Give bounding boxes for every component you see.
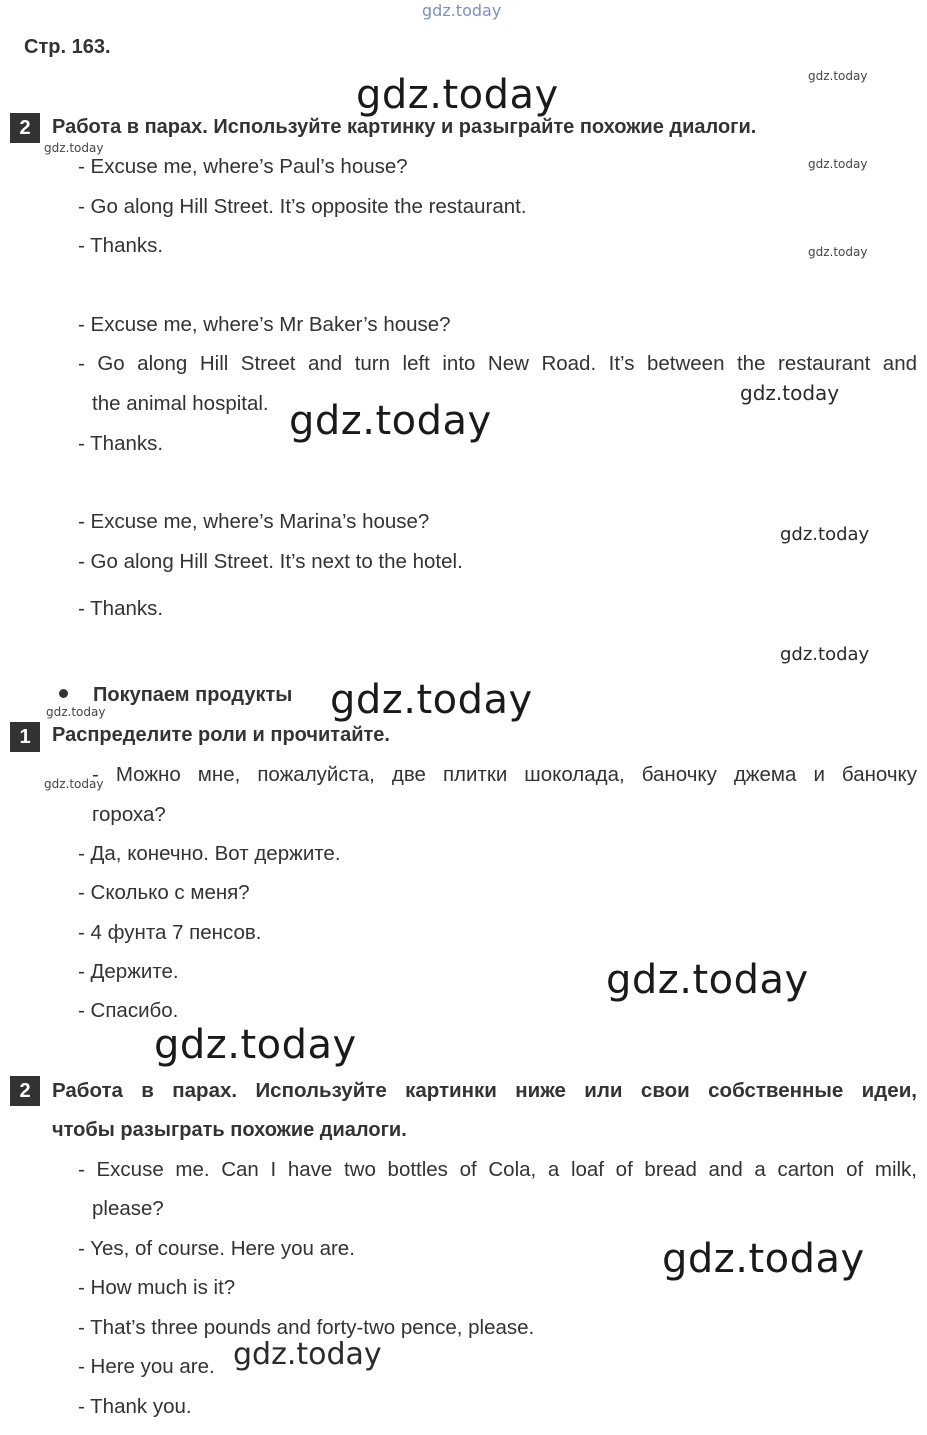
watermark: gdz.today — [606, 957, 809, 1003]
task-instruction: Работа в парах. Используйте картинку и разыграйте похожие диалоги. — [52, 116, 757, 138]
dialogue-line: please? — [92, 1197, 164, 1220]
watermark: gdz.today — [233, 1337, 382, 1372]
watermark: gdz.today — [808, 157, 868, 171]
dialogue-line: - Excuse me, where’s Mr Baker’s house? — [78, 313, 451, 336]
watermark: gdz.today — [154, 1022, 357, 1068]
dialogue-line: the animal hospital. — [92, 392, 269, 415]
dialogue-line: - Go along Hill Street. It’s next to the hotel. — [78, 550, 463, 573]
dialogue-line: - Thanks. — [78, 234, 164, 257]
dialogue-line: - Спасибо. — [78, 999, 179, 1022]
dialogue-line: - Yes, of course. Here you are. — [78, 1237, 355, 1260]
dialogue-line: - Excuse me, where’s Marina’s house? — [78, 510, 430, 533]
task-instruction: чтобы разыграть похожие диалоги. — [52, 1119, 407, 1141]
watermark: gdz.today — [356, 72, 559, 118]
watermark: gdz.today — [330, 677, 533, 723]
dialogue-line: - Держите. — [78, 960, 179, 983]
bullet-icon — [59, 689, 68, 698]
exercise-number-badge: 1 — [10, 722, 40, 752]
watermark: gdz.today — [44, 141, 104, 155]
dialogue-line: - Excuse me, where’s Paul’s house? — [78, 155, 408, 178]
exercise-number-badge: 2 — [10, 113, 40, 143]
dialogue-line: - Сколько с меня? — [78, 881, 250, 904]
watermark: gdz.today — [780, 524, 870, 545]
dialogue-line: - Thanks. — [78, 597, 164, 620]
watermark: gdz.today — [780, 644, 870, 665]
dialogue-line: - 4 фунта 7 пенсов. — [78, 921, 262, 944]
dialogue-line: - Можно мне, пожалуйста, две плитки шоколада, баночку джема и баночку — [92, 763, 917, 786]
dialogue-line: - How much is it? — [78, 1276, 236, 1299]
dialogue-line: - Go along Hill Street and turn left into New Road. It’s between the restaurant and — [78, 352, 917, 375]
watermark: gdz.today — [808, 69, 868, 83]
exercise-number-badge: 2 — [10, 1076, 40, 1106]
dialogue-line: - That’s three pounds and forty-two pence, please. — [78, 1316, 535, 1339]
watermark: gdz.today — [46, 705, 106, 719]
dialogue-line: - Да, конечно. Вот держите. — [78, 842, 341, 865]
watermark: gdz.today — [740, 381, 840, 405]
section-heading: Покупаем продукты — [93, 684, 293, 706]
page-number: Стр. 163. — [24, 36, 111, 58]
dialogue-line: - Excuse me. Can I have two bottles of Cola, a loaf of bread and a carton of milk, — [78, 1158, 917, 1181]
task-instruction: Работа в парах. Используйте картинки ниже или свои собственные идеи, — [52, 1079, 917, 1102]
watermark-top: gdz.today — [422, 1, 502, 20]
task-instruction: Распределите роли и прочитайте. — [52, 724, 390, 746]
dialogue-line: - Thank you. — [78, 1395, 192, 1418]
watermark: gdz.today — [662, 1236, 865, 1282]
dialogue-line: - Here you are. — [78, 1355, 215, 1378]
watermark: gdz.today — [289, 398, 492, 444]
watermark: gdz.today — [808, 245, 868, 259]
watermark: gdz.today — [44, 777, 104, 791]
dialogue-line: - Thanks. — [78, 432, 164, 455]
dialogue-line: гороха? — [92, 803, 166, 826]
dialogue-line: - Go along Hill Street. It’s opposite the restaurant. — [78, 195, 527, 218]
